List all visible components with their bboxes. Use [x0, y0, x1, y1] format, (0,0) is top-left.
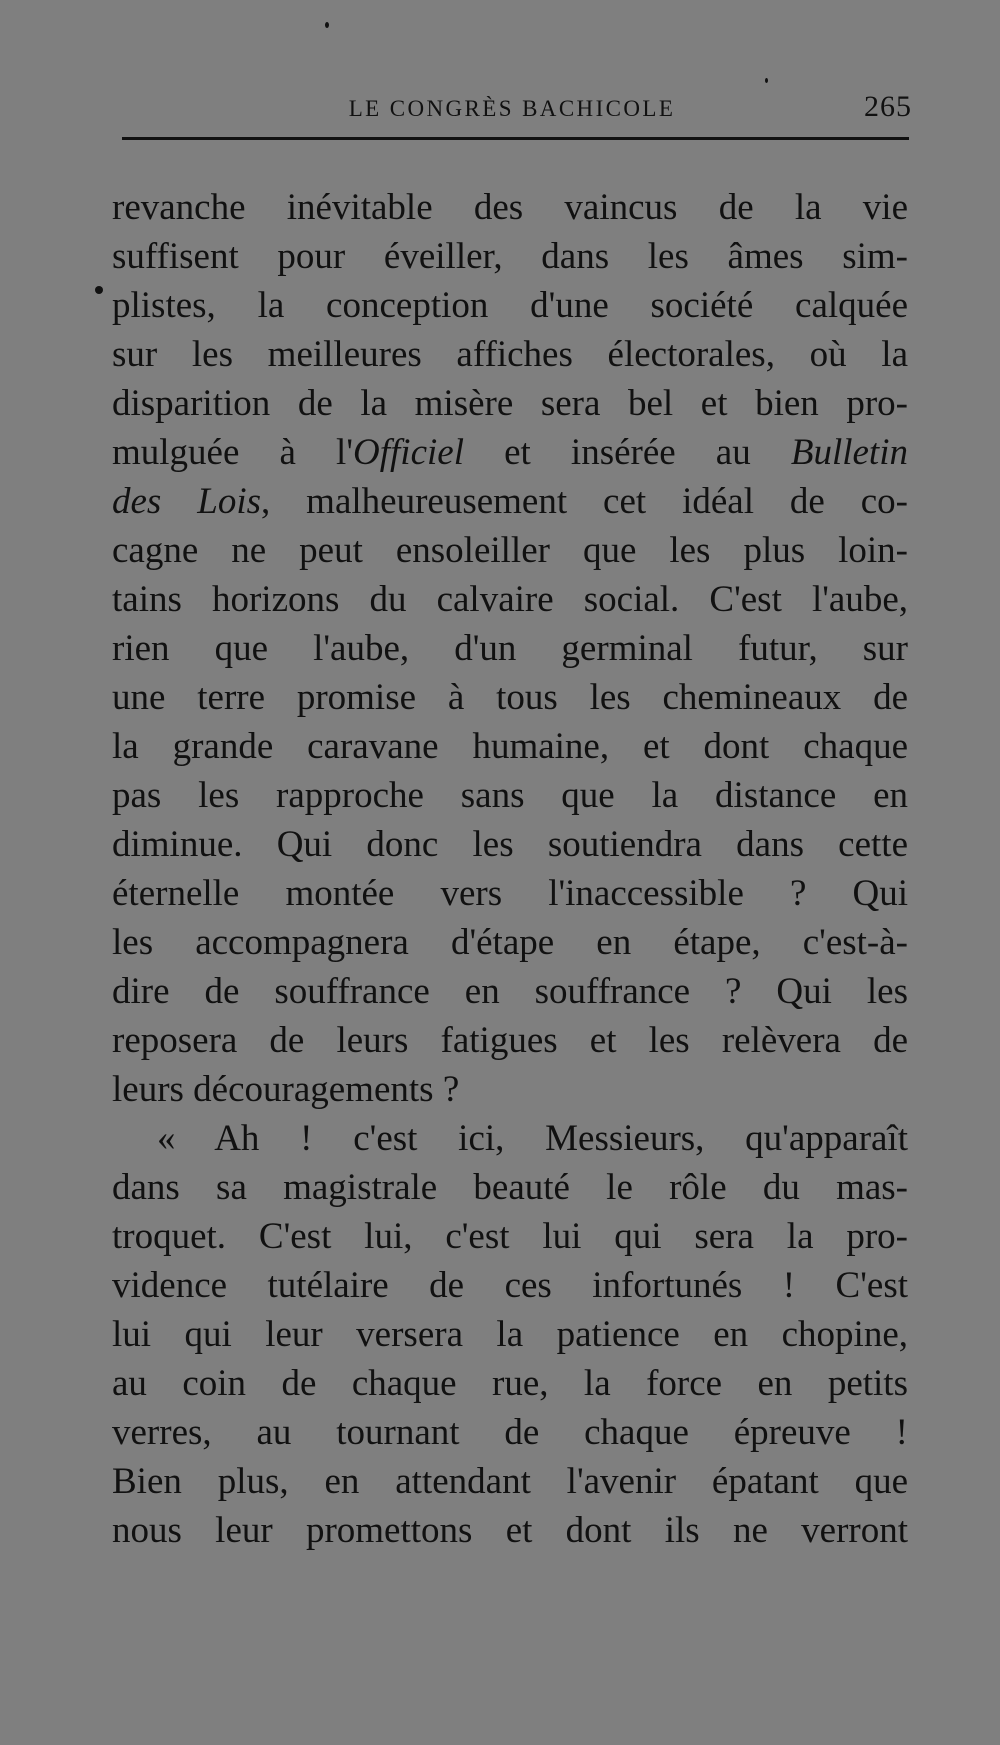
text-line: sur les meilleures affiches électorales, où la [112, 334, 908, 375]
text-line: une terre promise à tous les chemineaux de [112, 677, 908, 718]
text-line: disparition de la misère sera bel et bien pro- [112, 383, 908, 424]
italic-title-bulletin: Bulletin [790, 432, 908, 473]
text-line: lui qui leur versera la patience en chopine, [112, 1314, 908, 1355]
body-text [112, 183, 908, 1555]
text-line: pas les rapproche sans que la distance en [112, 775, 908, 816]
text-line: cagne ne peut ensoleiller que les plus loin- [112, 530, 908, 571]
header-rule [122, 137, 909, 140]
text-line: reposera de leurs fatigues et les relèvera de [112, 1020, 908, 1061]
running-head [112, 90, 912, 130]
text-line: diminue. Qui donc les soutiendra dans cette [112, 824, 908, 865]
text-line: tains horizons du calvaire social. C'est l'aube, [112, 579, 908, 620]
scan-speck [95, 286, 103, 294]
text-line-with-italics [112, 428, 908, 477]
text-line: troquet. C'est lui, c'est lui qui sera la pro- [112, 1216, 908, 1257]
text-line: la grande caravane humaine, et dont chaque [112, 726, 908, 767]
text-line: les accompagnera d'étape en étape, c'est-à- [112, 922, 908, 963]
paragraph-start-line: « Ah ! c'est ici, Messieurs, qu'apparaît [157, 1118, 908, 1159]
italic-title-des-lois: des Lois [112, 481, 261, 522]
text-line: nous leur promettons et dont ils ne verront [112, 1510, 908, 1551]
scan-speck [765, 78, 768, 83]
text-span: mulguée à l' [112, 432, 354, 473]
paragraph-end-line: leurs découragements ? [112, 1069, 460, 1110]
text-line: rien que l'aube, d'un germinal futur, sur [112, 628, 908, 669]
text-span: et insérée au [463, 432, 791, 473]
text-line-with-italics [112, 477, 908, 526]
text-line: éternelle montée vers l'inaccessible ? Qui [112, 873, 908, 914]
text-line: dire de souffrance en souffrance ? Qui les [112, 971, 908, 1012]
text-line: au coin de chaque rue, la force en petits [112, 1363, 908, 1404]
text-line: suffisent pour éveiller, dans les âmes sim- [112, 236, 908, 277]
text-line: plistes, la conception d'une société calquée [112, 285, 908, 326]
page-number: 265 [864, 90, 912, 123]
text-line: vidence tutélaire de ces infortunés ! C'est [112, 1265, 908, 1306]
text-line: verres, au tournant de chaque épreuve ! [112, 1412, 908, 1453]
italic-title-officiel: Officiel [353, 432, 464, 473]
text-line: Bien plus, en attendant l'avenir épatant que [112, 1461, 908, 1502]
running-title: LE CONGRÈS BACHICOLE [348, 96, 676, 121]
text-line: revanche inévitable des vaincus de la vie [112, 187, 908, 228]
text-line: dans sa magistrale beauté le rôle du mas- [112, 1167, 908, 1208]
scan-speck [325, 22, 329, 28]
text-span: , malheureusement cet idéal de co- [261, 481, 908, 522]
